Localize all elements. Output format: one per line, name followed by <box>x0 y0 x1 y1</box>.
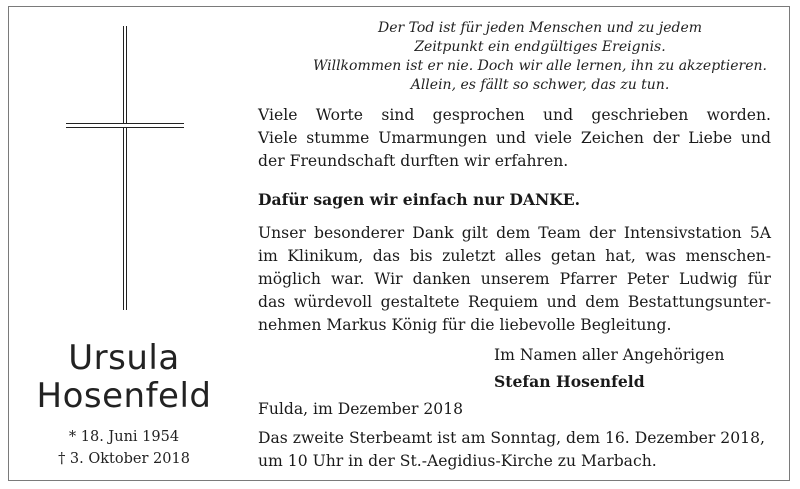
thanks-line: Unser besonderer Dank gilt dem Team der Intensivstation 5A <box>258 224 771 242</box>
quote-line: Allein, es fällt so schwer, das zu tun. <box>410 77 670 93</box>
quote-line: Zeitpunkt ein endgültiges Ereignis. <box>414 39 666 55</box>
thanks-line: nehmen Markus König für die liebevolle Begleitung. <box>258 316 672 334</box>
intro-line: Viele stumme Umarmungen und viele Zeichen der Liebe und <box>258 129 771 147</box>
cross-icon <box>123 26 127 310</box>
death-date: † 3. Oktober 2018 <box>58 451 190 467</box>
intro-line: Viele Worte sind gesprochen und geschrieben worden. <box>258 106 771 124</box>
on-behalf-text: Im Namen aller Angehörigen <box>494 346 725 364</box>
intro-line: der Freundschaft durften wir erfahren. <box>258 152 569 170</box>
deceased-first-name: Ursula <box>68 338 180 378</box>
quote-block <box>300 19 780 95</box>
thanks-line: möglich war. Wir danken unserem Pfarrer Peter Ludwig für <box>258 270 771 288</box>
place-date: Fulda, im Dezember 2018 <box>258 400 464 418</box>
deceased-last-name: Hosenfeld <box>36 376 212 416</box>
service-line: Das zweite Sterbeamt ist am Sonntag, dem 16. Dezember 2018, <box>258 429 765 447</box>
service-line: um 10 Uhr in der St.-Aegidius-Kirche zu Marbach. <box>258 452 657 470</box>
cross-joint <box>124 124 126 127</box>
service-info <box>258 427 765 473</box>
thanks-line: das würdevoll gestaltete Requiem und dem Bestattungsunter- <box>258 293 771 311</box>
birth-date: * 18. Juni 1954 <box>68 429 180 445</box>
special-thanks-paragraph <box>258 222 771 337</box>
signatory-name: Stefan Hosenfeld <box>494 372 645 391</box>
thanks-heading: Dafür sagen wir einfach nur DANKE. <box>258 190 581 209</box>
quote-line: Willkommen ist er nie. Doch wir alle lernen, ihn zu akzeptieren. <box>312 58 767 74</box>
intro-paragraph <box>258 104 771 173</box>
thanks-line: im Klinikum, das bis zuletzt alles getan hat, was menschen- <box>258 247 771 265</box>
quote-line: Der Tod ist für jeden Menschen und zu jedem <box>377 20 703 36</box>
